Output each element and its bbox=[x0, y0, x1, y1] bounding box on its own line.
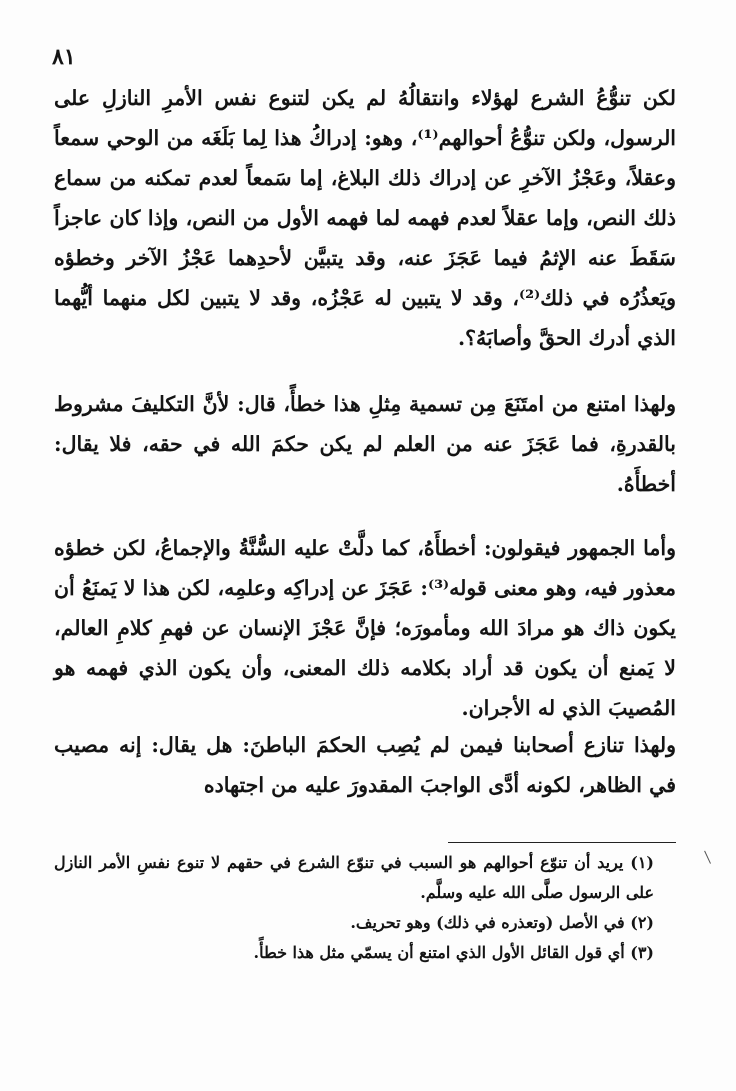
footnote-separator bbox=[448, 842, 676, 843]
margin-pencil-mark bbox=[704, 850, 712, 864]
footnote-2: (٢) في الأصل (وتعذره في ذلك) وهو تحريف. bbox=[350, 913, 654, 932]
page-number: ٨١ bbox=[52, 44, 76, 70]
footnote-3: (٣) أي قول القائل الأول الذي امتنع أن يسمّي مثل هذا خطأً. bbox=[253, 943, 654, 962]
paragraph-4: ولهذا تنازع أصحابنا فيمن لم يُصِب الحكمَ الباطنَ: هل يقال: إنه مصيب في الظاهر، لكونه أدَّى الواجبَ المقدورَ عليه من اجتهاده bbox=[54, 733, 676, 797]
paragraph-1: لكن تنوُّعُ الشرع لهؤلاء وانتقالُهُ لم يكن لتنوع نفس الأمرِ النازلِ على الرسول، ولكن تنوُّعُ أحوالهم⁽¹⁾، وهو: إدراكُ هذا لِما بَلَغَه من الوحي سمعاً وعقلاً، وعَجْزُ الآخرِ عن إدراك ذلك البلاغ، إما سَمعاً لعدم تمكنه من سماع ذلك النص، وإما عقلاً لعدم فهمه لما فهمه الأول من النص، وإذا كان عاجزاً سَقَطَ عنه الإثمُ فيما عَجَزَ عنه، وقد يتبيَّن لأحدِهما عَجْزُ الآخر وخطؤه ويَعذُرُه في ذلك⁽²⁾، وقد لا يتبين له عَجْزُه، وقد لا يتبين لكل منهما أيُّهما الذي أدرك الحقَّ وأصابَهُ؟. bbox=[54, 86, 677, 350]
paragraph-2: ولهذا امتنع من امتَنَعَ مِن تسمية مِثلِ هذا خطأً، قال: لأنَّ التكليفَ مشروط بالقدرةِ، فما عَجَزَ عنه من العلم لم يكن حكمَ الله في حقه، فلا يقال: أخطأَهُ. bbox=[54, 392, 676, 496]
footnotes bbox=[54, 848, 676, 968]
footnote-1: (١) يريد أن تنوّع أحوالهم هو السبب في تنوّع الشرع في حقهم لا تنوع نفسِ الأمر النازل على الرسول صلَّى الله عليه وسلَّم. bbox=[54, 853, 654, 902]
paragraph-3: وأما الجمهور فيقولون: أخطأَهُ، كما دلَّتْ عليه السُّنَّةُ والإجماعُ، لكن خطؤه معذور فيه، وهو معنى قوله⁽³⁾: عَجَزَ عن إدراكِه وعلمِه، لكن هذا لا يَمنَعُ أن يكون ذاك هو مرادَ الله ومأمورَه؛ فإنَّ عَجْزَ الإنسان عن فهمِ كلامِ العالم، لا يَمنع أن يكون قد أراد بكلامه ذلك المعنى، وأن يكون الذي فهمه هو المُصيبَ الذي له الأجران. bbox=[54, 536, 676, 720]
